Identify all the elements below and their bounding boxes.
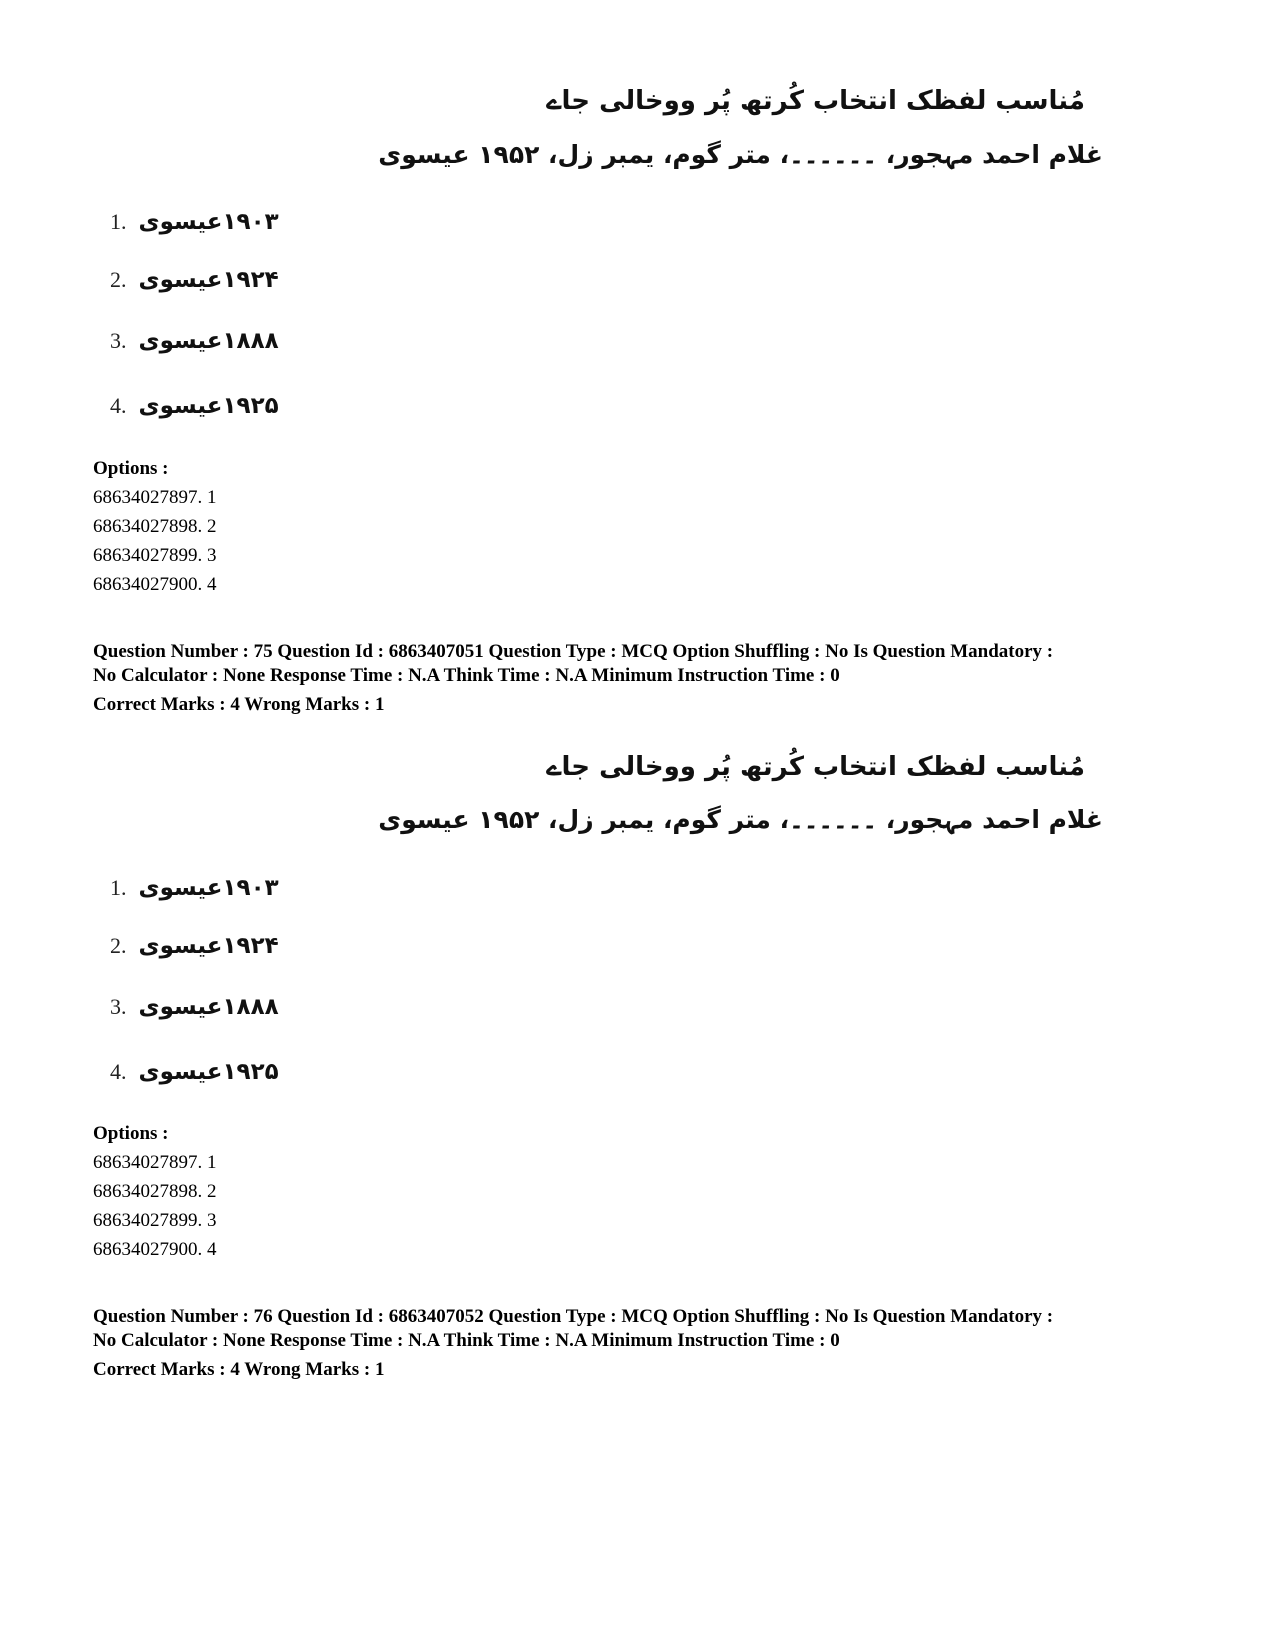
- choice-item: [110, 386, 279, 426]
- question-stem: غلام احمد مہجور، ۔۔۔۔۔۔، متر گوم، یمبر زل، ۱۹۵۲ عیسوی: [378, 140, 1103, 169]
- choice-number: 2.: [110, 267, 127, 292]
- option-id: 68634027898. 2: [93, 516, 217, 537]
- choice-item: [110, 1052, 279, 1092]
- choice-number: 1.: [110, 875, 127, 900]
- question-instruction: مُناسب لفظک انتخاب کُرتھ پُر ووخالی جاے: [546, 86, 1085, 116]
- options-heading: Options :: [93, 1123, 169, 1144]
- choice-item: [110, 926, 279, 966]
- question-marks: Correct Marks : 4 Wrong Marks : 1: [93, 1359, 385, 1380]
- choice-number: 3.: [110, 328, 127, 353]
- choice-text: ۱۹۲۴عیسوی: [138, 933, 279, 959]
- question-stem: غلام احمد مہجور، ۔۔۔۔۔۔، متر گوم، یمبر زل، ۱۹۵۲ عیسوی: [378, 805, 1103, 834]
- option-id: 68634027900. 4: [93, 1239, 217, 1260]
- question-meta-line1: Question Number : 76 Question Id : 6863407052 Question Type : MCQ Option Shuffling : No Is Question Mandatory :: [93, 1306, 1054, 1327]
- choice-text: ۱۹۲۵عیسوی: [138, 393, 279, 419]
- choice-text: ۱۸۸۸عیسوی: [138, 328, 279, 354]
- choice-number: 1.: [110, 209, 127, 234]
- option-id: 68634027900. 4: [93, 574, 217, 595]
- choice-item: [110, 260, 279, 300]
- option-id: 68634027897. 1: [93, 1152, 217, 1173]
- choice-item: [110, 987, 279, 1027]
- option-id: 68634027897. 1: [93, 487, 217, 508]
- question-meta-line2: No Calculator : None Response Time : N.A Think Time : N.A Minimum Instruction Time : 0: [93, 665, 840, 686]
- choice-item: [110, 202, 279, 242]
- option-id: 68634027899. 3: [93, 545, 217, 566]
- question-marks: Correct Marks : 4 Wrong Marks : 1: [93, 694, 385, 715]
- question-instruction: مُناسب لفظک انتخاب کُرتھ پُر ووخالی جاے: [546, 752, 1085, 782]
- choice-text: ۱۹۰۳عیسوی: [138, 209, 279, 235]
- option-id: 68634027898. 2: [93, 1181, 217, 1202]
- choice-number: 4.: [110, 393, 127, 418]
- choice-item: [110, 321, 279, 361]
- choice-text: ۱۹۲۴عیسوی: [138, 267, 279, 293]
- question-meta-line2: No Calculator : None Response Time : N.A Think Time : N.A Minimum Instruction Time : 0: [93, 1330, 840, 1351]
- options-heading: Options :: [93, 458, 169, 479]
- choice-text: ۱۹۰۳عیسوی: [138, 875, 279, 901]
- choice-number: 3.: [110, 994, 127, 1019]
- question-meta-line1: Question Number : 75 Question Id : 6863407051 Question Type : MCQ Option Shuffling : No Is Question Mandatory :: [93, 641, 1054, 662]
- choice-text: ۱۹۲۵عیسوی: [138, 1059, 279, 1085]
- option-id: 68634027899. 3: [93, 1210, 217, 1231]
- choice-item: [110, 868, 279, 908]
- choice-number: 2.: [110, 933, 127, 958]
- choice-number: 4.: [110, 1059, 127, 1084]
- choice-text: ۱۸۸۸عیسوی: [138, 994, 279, 1020]
